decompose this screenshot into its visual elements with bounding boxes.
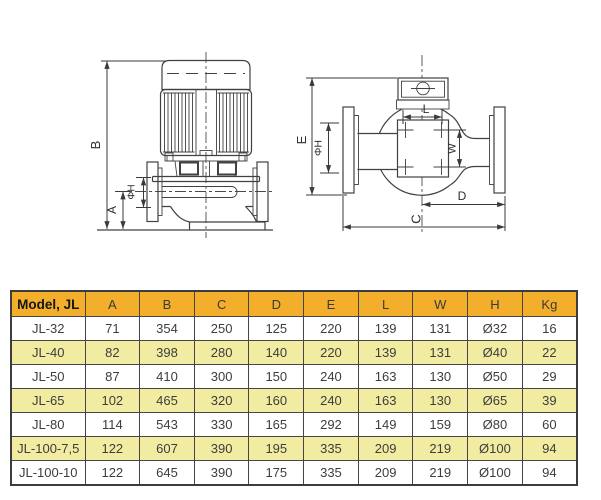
cell: 159 xyxy=(413,413,468,437)
cell: 209 xyxy=(358,437,413,461)
cell: 130 xyxy=(413,365,468,389)
cell: 335 xyxy=(304,461,359,486)
cell: 22 xyxy=(522,341,577,365)
cell: 410 xyxy=(140,365,195,389)
inner-pipe xyxy=(162,187,237,198)
cell: 94 xyxy=(522,437,577,461)
cell: 60 xyxy=(522,413,577,437)
cell: Ø100 xyxy=(468,437,523,461)
table-header-row xyxy=(11,291,577,317)
cell: Ø100 xyxy=(468,461,523,486)
cell: 163 xyxy=(358,389,413,413)
cell: 292 xyxy=(304,413,359,437)
cell: 220 xyxy=(304,341,359,365)
cell: 82 xyxy=(85,341,140,365)
col-header-l: L xyxy=(358,291,413,317)
col-header-c: C xyxy=(194,291,249,317)
col-header-kg: Kg xyxy=(522,291,577,317)
cell: 131 xyxy=(413,341,468,365)
col-header-e: E xyxy=(304,291,359,317)
table-row xyxy=(11,461,577,486)
cell: 280 xyxy=(194,341,249,365)
cell: JL-40 xyxy=(11,341,85,365)
col-header-d: D xyxy=(249,291,304,317)
cell: 354 xyxy=(140,317,195,341)
dimension-w xyxy=(447,130,467,167)
cell: 102 xyxy=(85,389,140,413)
cell: JL-32 xyxy=(11,317,85,341)
col-header-h: H xyxy=(468,291,523,317)
cell: 175 xyxy=(249,461,304,486)
cell: Ø40 xyxy=(468,341,523,365)
table-row xyxy=(11,413,577,437)
dimensions-table xyxy=(10,290,578,486)
suction-flange xyxy=(343,107,354,193)
cell: 163 xyxy=(358,365,413,389)
cell: 29 xyxy=(522,365,577,389)
cell: 209 xyxy=(358,461,413,486)
dimension-b xyxy=(88,61,167,229)
col-header-a: A xyxy=(85,291,140,317)
cell: 139 xyxy=(358,317,413,341)
volute xyxy=(171,207,257,223)
col-header-b: B xyxy=(140,291,195,317)
cell: 465 xyxy=(140,389,195,413)
cell: 160 xyxy=(249,389,304,413)
table-row xyxy=(11,437,577,461)
cell: 122 xyxy=(85,437,140,461)
dimension-port-top xyxy=(313,123,340,173)
base-slab xyxy=(190,222,266,230)
cell: 335 xyxy=(304,437,359,461)
cell: 87 xyxy=(85,365,140,389)
cell: 219 xyxy=(413,461,468,486)
dim-label-port-side: ΦH xyxy=(126,184,138,200)
cell: Ø32 xyxy=(468,317,523,341)
cell: 195 xyxy=(249,437,304,461)
cell: 130 xyxy=(413,389,468,413)
cell: 220 xyxy=(304,317,359,341)
dimension-c xyxy=(343,196,505,231)
cell: 150 xyxy=(249,365,304,389)
pump-side-view xyxy=(88,52,273,238)
cell: JL-80 xyxy=(11,413,85,437)
cell: JL-100-10 xyxy=(11,461,85,486)
pump-top-view xyxy=(294,55,505,234)
cell: 219 xyxy=(413,437,468,461)
discharge-flange xyxy=(494,107,505,193)
cell: JL-65 xyxy=(11,389,85,413)
dim-label-l: L xyxy=(422,102,430,116)
table-row xyxy=(11,389,577,413)
cell: Ø50 xyxy=(468,365,523,389)
cell: 390 xyxy=(194,461,249,486)
table-row xyxy=(11,317,577,341)
cell: 330 xyxy=(194,413,249,437)
dimension-d xyxy=(423,189,506,231)
table-row xyxy=(11,341,577,365)
cell: Ø80 xyxy=(468,413,523,437)
cell: 607 xyxy=(140,437,195,461)
cell: 125 xyxy=(249,317,304,341)
cell: 240 xyxy=(304,365,359,389)
cell: 39 xyxy=(522,389,577,413)
cell: 240 xyxy=(304,389,359,413)
col-header-model: Model, JL xyxy=(11,291,85,317)
cell: 390 xyxy=(194,437,249,461)
dim-label-w: W xyxy=(446,143,459,154)
cell: 300 xyxy=(194,365,249,389)
cell: 16 xyxy=(522,317,577,341)
cell: 165 xyxy=(249,413,304,437)
stool-window-right xyxy=(218,163,236,175)
dim-label-d: D xyxy=(457,189,467,203)
dim-label-e: E xyxy=(294,135,309,145)
cell: 140 xyxy=(249,341,304,365)
dim-label-a: A xyxy=(105,205,119,215)
mounting-plate xyxy=(398,120,450,177)
cell: 139 xyxy=(358,341,413,365)
cell: JL-100-7,5 xyxy=(11,437,85,461)
cell: JL-50 xyxy=(11,365,85,389)
cell: 543 xyxy=(140,413,195,437)
cell: 94 xyxy=(522,461,577,486)
dim-label-port-top: ΦH xyxy=(312,140,325,156)
cell: 250 xyxy=(194,317,249,341)
cell: 122 xyxy=(85,461,140,486)
cell: 645 xyxy=(140,461,195,486)
suction-side xyxy=(343,107,399,193)
cell: 114 xyxy=(85,413,140,437)
table-row xyxy=(11,365,577,389)
cell: Ø65 xyxy=(468,389,523,413)
dim-label-c: C xyxy=(408,214,424,224)
cell: 398 xyxy=(140,341,195,365)
cell: 71 xyxy=(85,317,140,341)
col-header-w: W xyxy=(413,291,468,317)
cell: 320 xyxy=(194,389,249,413)
dim-label-b: B xyxy=(88,140,103,150)
cell: 149 xyxy=(358,413,413,437)
cell: 131 xyxy=(413,317,468,341)
stool-window-left xyxy=(180,163,198,175)
